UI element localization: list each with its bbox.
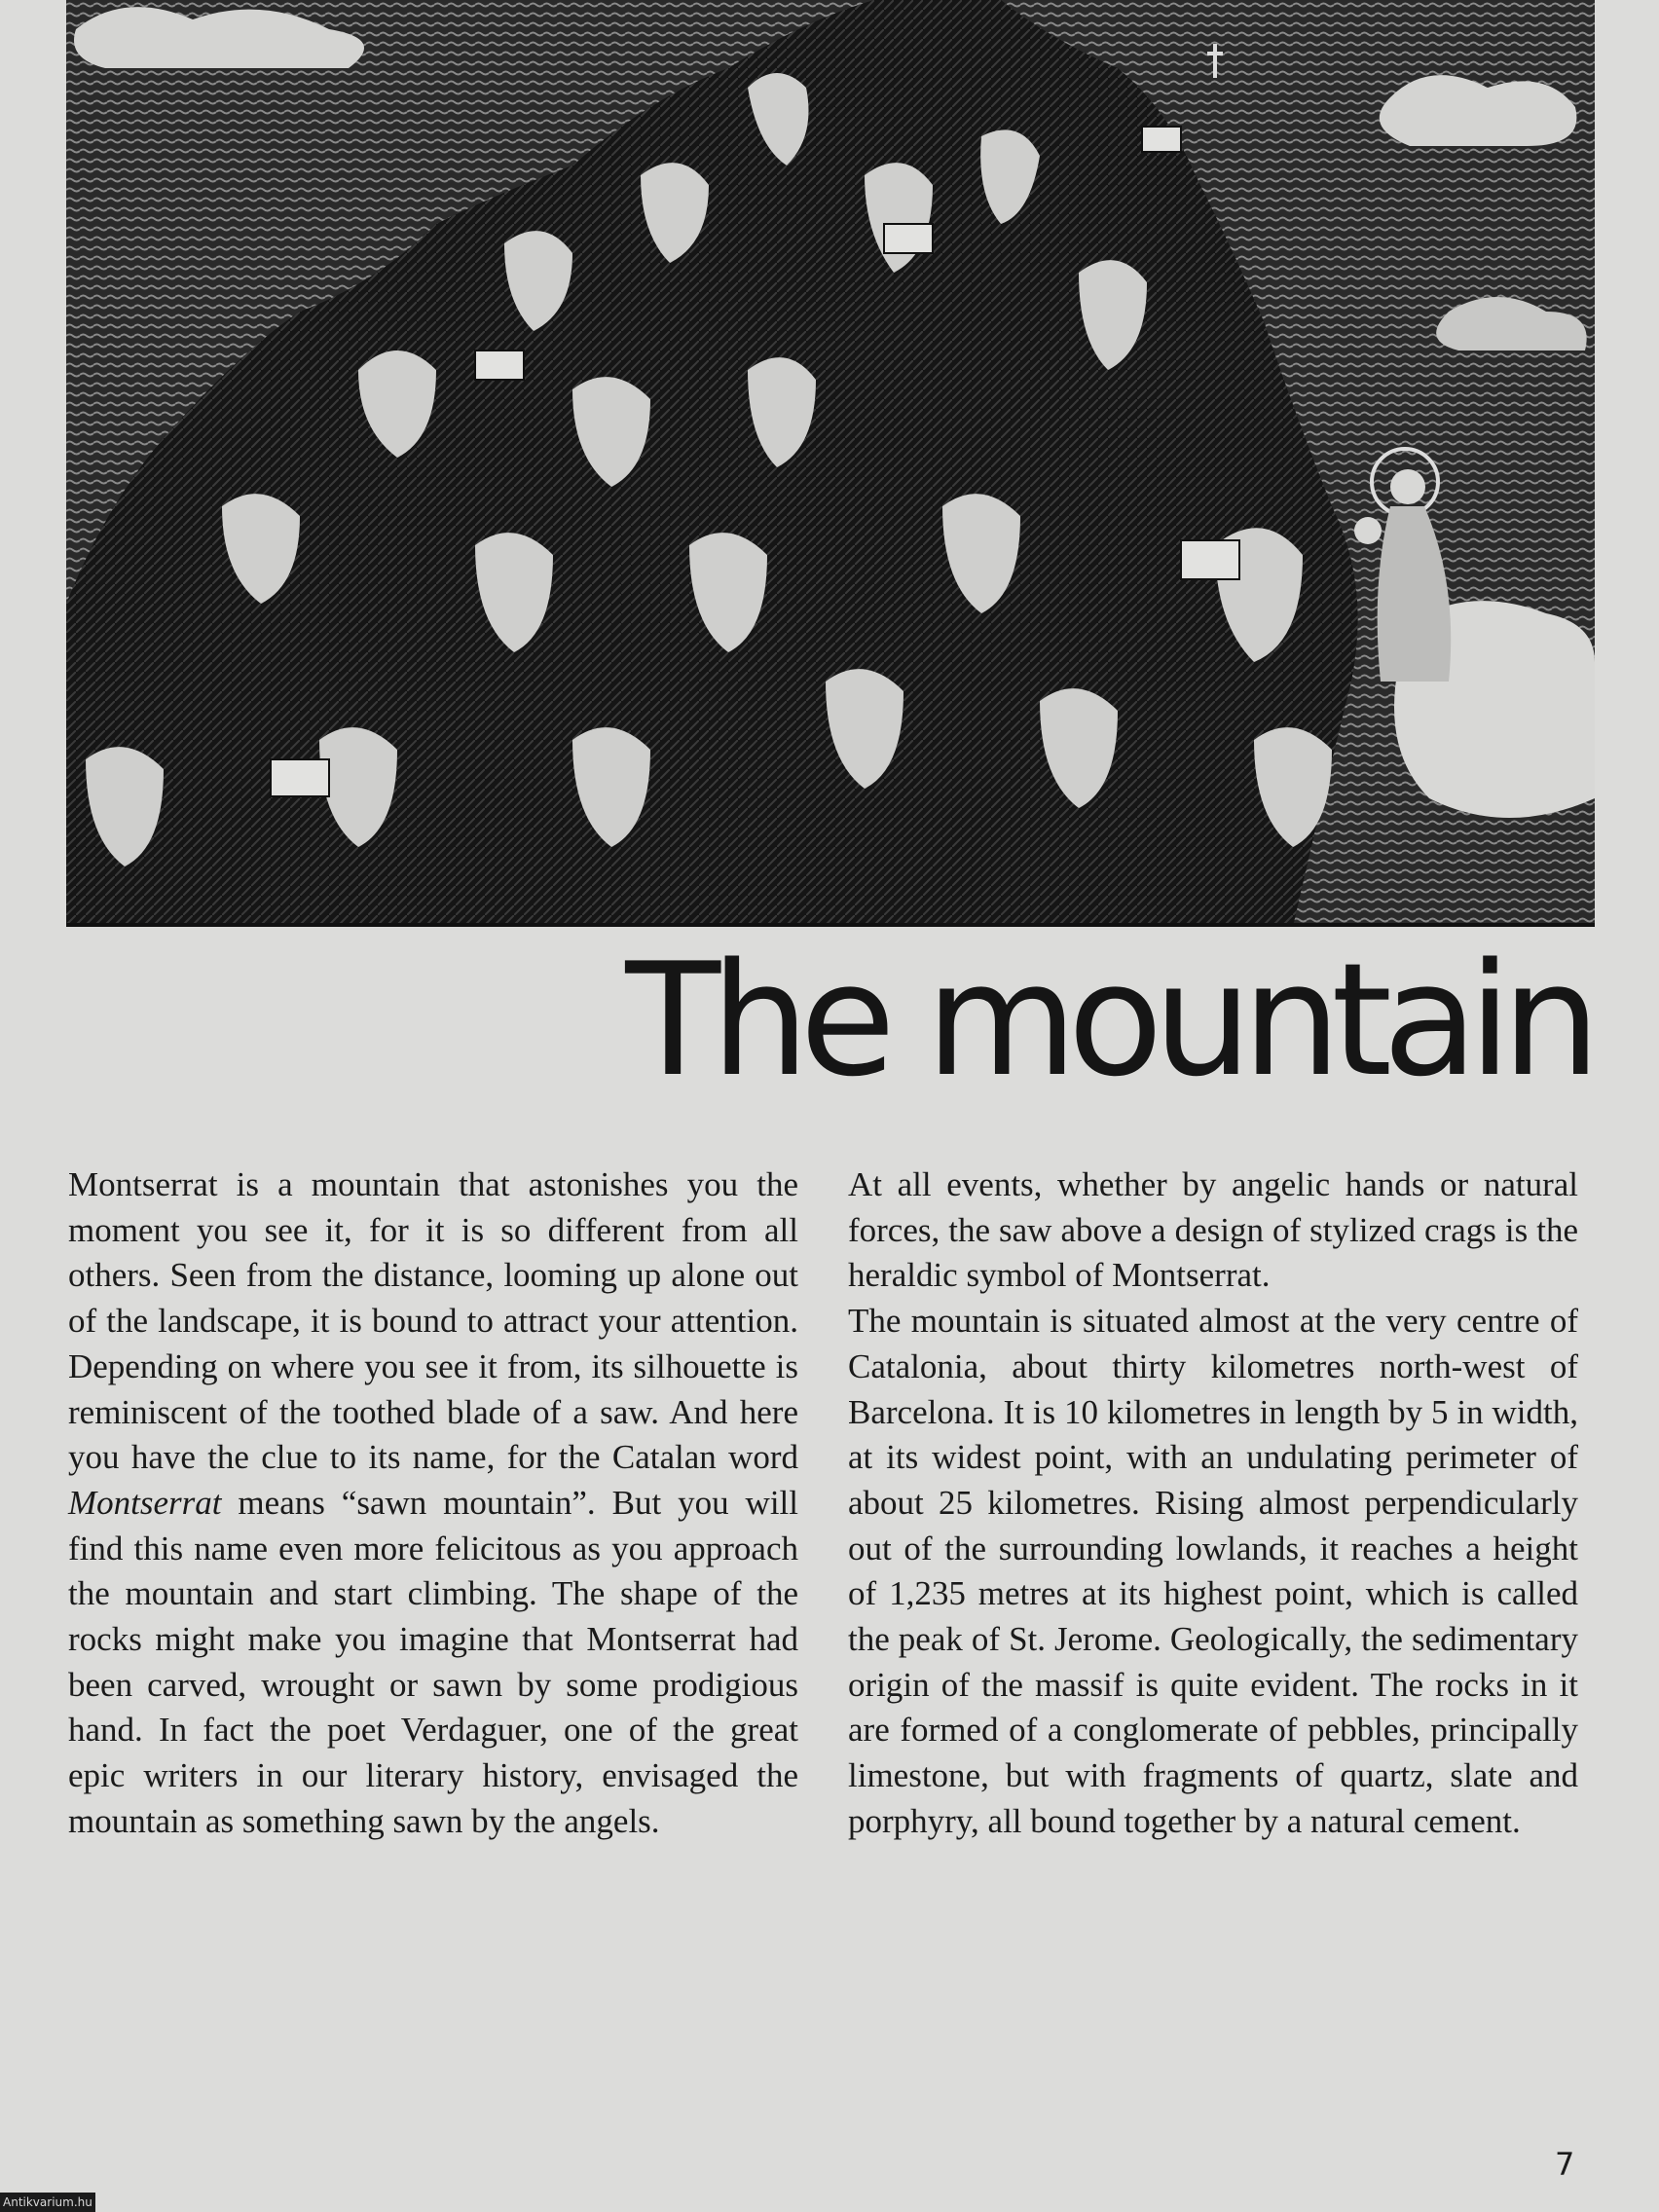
mountain-engraving — [66, 0, 1595, 927]
right-column — [848, 1162, 1578, 1845]
left-paragraph-text-after: means “sawn mountain”. But you will find this name even more felicitous as you approach the mountain and start climbing. The shape of the rocks might make you imagine that Montserrat had been carved, wrought or sawn by some prodigious hand. In fact the poet Verdaguer, one of the great epic writers in our literary history, envisaged the mountain as something sawn by the angels. — [68, 1483, 798, 1840]
mountain-engraving-icon — [66, 0, 1595, 927]
watermark: Antikvarium.hu — [0, 2193, 95, 2212]
page-title: The mountain — [625, 929, 1591, 1111]
left-paragraph — [68, 1162, 798, 1845]
right-paragraph-2: The mountain is situated almost at the very centre of Catalonia, about thirty kilometres north-west of Barcelona. It is 10 kilometres in length by 5 in width, at its widest point, with an undulating perimeter of about 25 kilometres. Rising almost perpendicularly out of the surrounding lowlands, it reaches a height of 1,235 metres at its highest point, which is called the peak of St. Jerome. Geologically, the sedimentary origin of the massif is quite evident. The rocks in it are formed of a conglomerate of pebbles, principally limestone, but with fragments of quartz, slate and porphyry, all bound together by a natural cement. — [848, 1302, 1578, 1840]
left-paragraph-emphasis: Montserrat — [68, 1483, 222, 1522]
left-paragraph-text-before: Montserrat is a mountain that astonishes you the moment you see it, for it is so different from all others. Seen from the distance, looming up alone out of the landscape, it is bound to attract your attention. Depending on where you see it from, its silhouette is reminiscent of the toothed blade of a saw. And here you have the clue to its name, for the Catalan word — [68, 1165, 798, 1477]
left-column — [68, 1162, 798, 1845]
page-number: 7 — [1555, 2146, 1575, 2183]
right-paragraph-1: At all events, whether by angelic hands or natural forces, the saw above a design of stylized crags is the heraldic symbol of Montserrat. — [848, 1165, 1578, 1295]
